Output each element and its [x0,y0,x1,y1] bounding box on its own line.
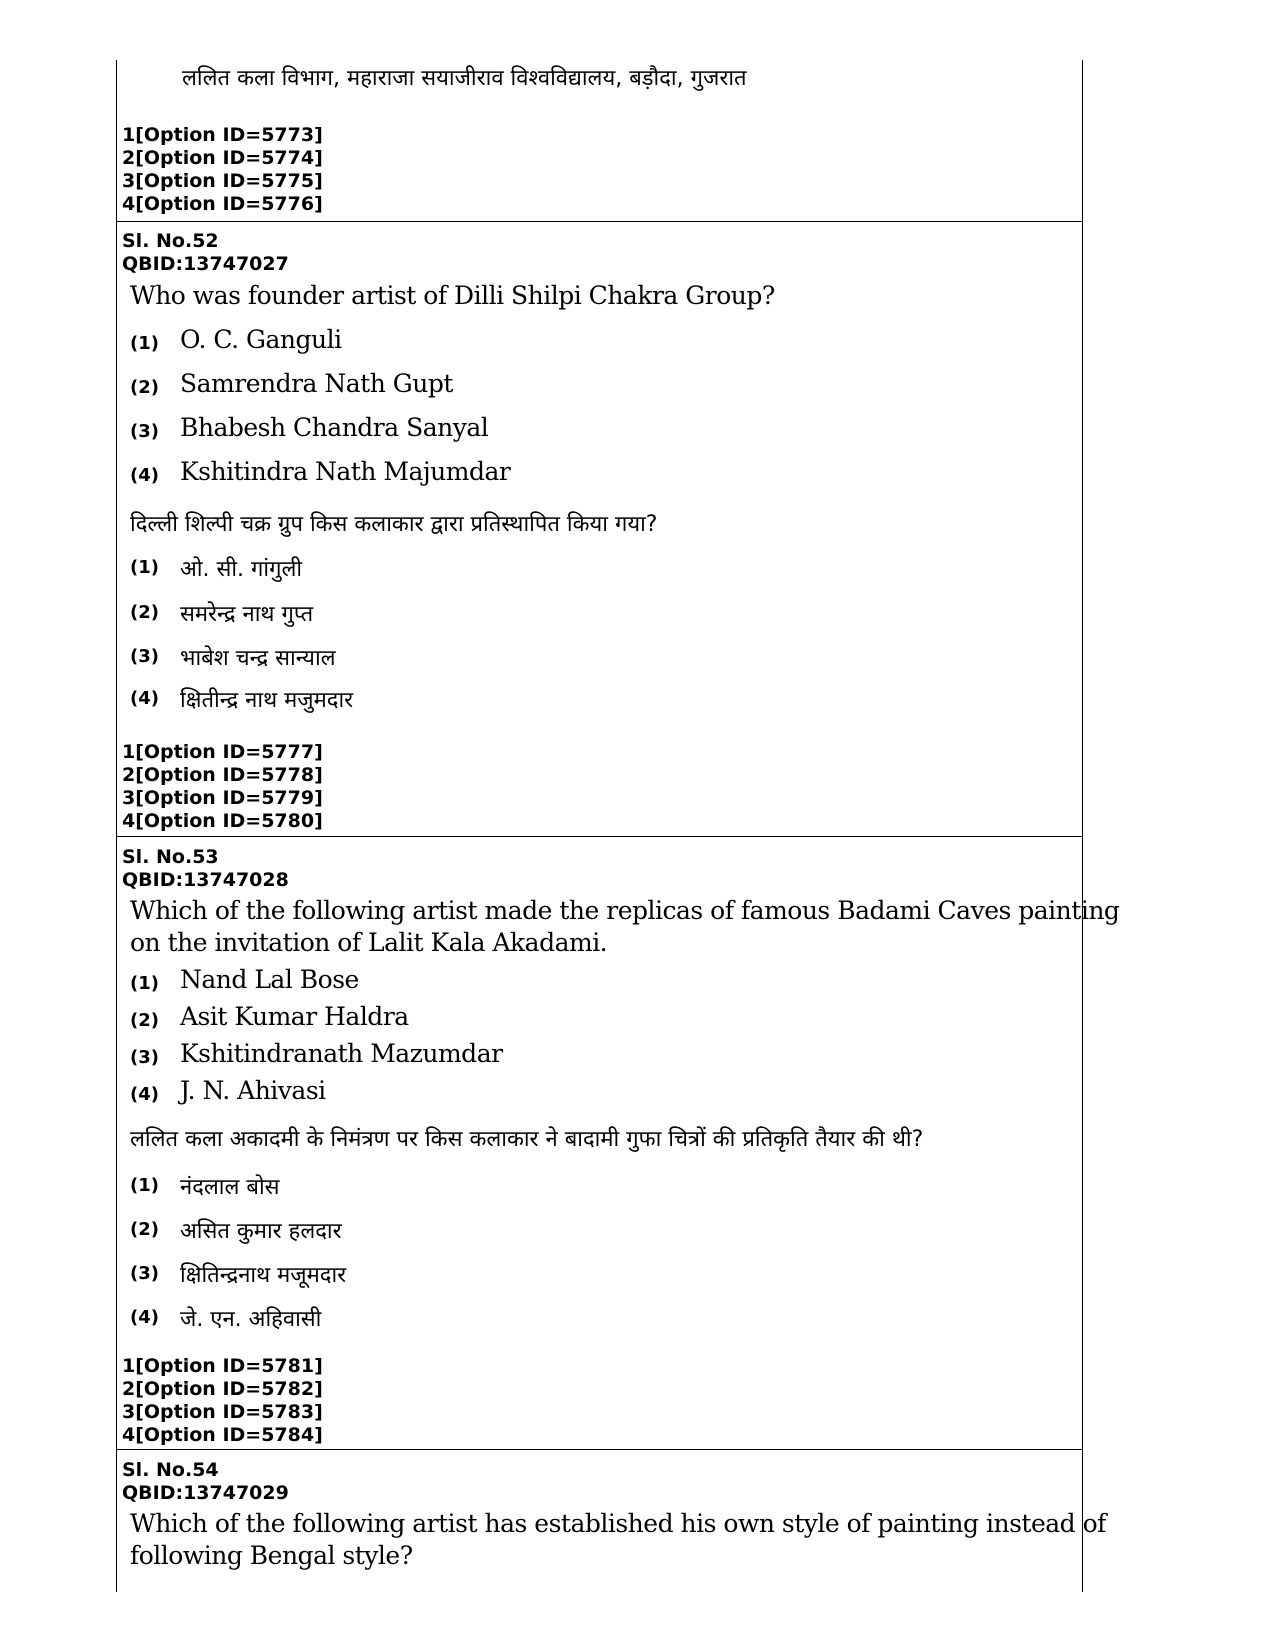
option-id: 3[Option ID=5775] [122,170,323,192]
serial-number: Sl. No.54 [122,1459,219,1481]
option-text-hi: क्षितिन्द्रनाथ मजूमदार [180,1263,347,1288]
question-text-en-line2: following Bengal style? [130,1541,413,1570]
option-text-en: Samrendra Nath Gupt [180,369,453,398]
option-text-hi: क्षितीन्द्र नाथ मजुमदार [180,688,354,713]
divider-q51-q52 [116,221,1083,222]
option-id: 1[Option ID=5781] [122,1355,323,1377]
option-number: (1) [130,333,159,354]
option-id: 2[Option ID=5774] [122,147,323,169]
serial-number: Sl. No.52 [122,230,219,252]
option-number: (1) [130,1175,159,1196]
option-id: 2[Option ID=5782] [122,1378,323,1400]
option-text-hi: नंदलाल बोस [180,1175,280,1200]
divider-q52-q53 [116,836,1083,837]
option-id: 3[Option ID=5779] [122,787,323,809]
qbid: QBID:13747029 [122,1482,289,1504]
qbid: QBID:13747028 [122,869,289,891]
option-number: (4) [130,1307,159,1328]
qbid: QBID:13747027 [122,253,289,275]
option-id: 1[Option ID=5777] [122,741,323,763]
option-text-en: J. N. Ahivasi [180,1076,326,1105]
option-id: 4[Option ID=5780] [122,810,323,832]
option-id: 4[Option ID=5776] [122,193,323,215]
option-text-en: Kshitindra Nath Majumdar [180,457,511,486]
option-text-en: Bhabesh Chandra Sanyal [180,413,489,442]
option-text-hi: भाबेश चन्द्र सान्याल [180,646,336,671]
prev-hindi-tail: ललित कला विभाग, महाराजा सयाजीराव विश्वविद्यालय, बड़ौदा, गुजरात [182,66,747,91]
option-number: (3) [130,421,159,442]
option-number: (4) [130,1084,159,1105]
question-text-en-line2: on the invitation of Lalit Kala Akadami. [130,928,608,957]
option-number: (1) [130,557,159,578]
option-text-hi: समरेन्द्र नाथ गुप्त [180,602,314,627]
option-number: (1) [130,973,159,994]
question-text-hi: ललित कला अकादमी के निमंत्रण पर किस कलाकार ने बादामी गुफा चित्रों की प्रतिकृति तैयार की थी? [130,1127,924,1152]
option-text-en: Kshitindranath Mazumdar [180,1039,503,1068]
option-id: 2[Option ID=5778] [122,764,323,786]
option-text-hi: जे. एन. अहिवासी [180,1307,322,1332]
question-text-en-line1: Which of the following artist made the replicas of famous Badami Caves painting [130,896,1120,925]
question-text-en: Who was founder artist of Dilli Shilpi Chakra Group? [130,281,775,310]
option-number: (3) [130,1263,159,1284]
question-text-hi: दिल्ली शिल्पी चक्र ग्रुप किस कलाकार द्वारा प्रतिस्थापित किया गया? [130,512,658,537]
option-text-en: O. C. Ganguli [180,325,342,354]
option-number: (3) [130,646,159,667]
option-id: 1[Option ID=5773] [122,124,323,146]
option-text-en: Asit Kumar Haldra [180,1002,409,1031]
option-number: (2) [130,1219,159,1240]
option-number: (2) [130,377,159,398]
option-id: 4[Option ID=5784] [122,1424,323,1446]
serial-number: Sl. No.53 [122,846,219,868]
option-number: (2) [130,602,159,623]
question-text-en-line1: Which of the following artist has established his own style of painting instead of [130,1509,1106,1538]
option-number: (4) [130,465,159,486]
option-id: 3[Option ID=5783] [122,1401,323,1423]
option-text-hi: ओ. सी. गांगुली [180,557,303,582]
option-text-en: Nand Lal Bose [180,965,359,994]
divider-q53-q54 [116,1449,1083,1450]
option-text-hi: असित कुमार हलदार [180,1219,342,1244]
option-number: (3) [130,1047,159,1068]
option-number: (4) [130,688,159,709]
option-number: (2) [130,1010,159,1031]
